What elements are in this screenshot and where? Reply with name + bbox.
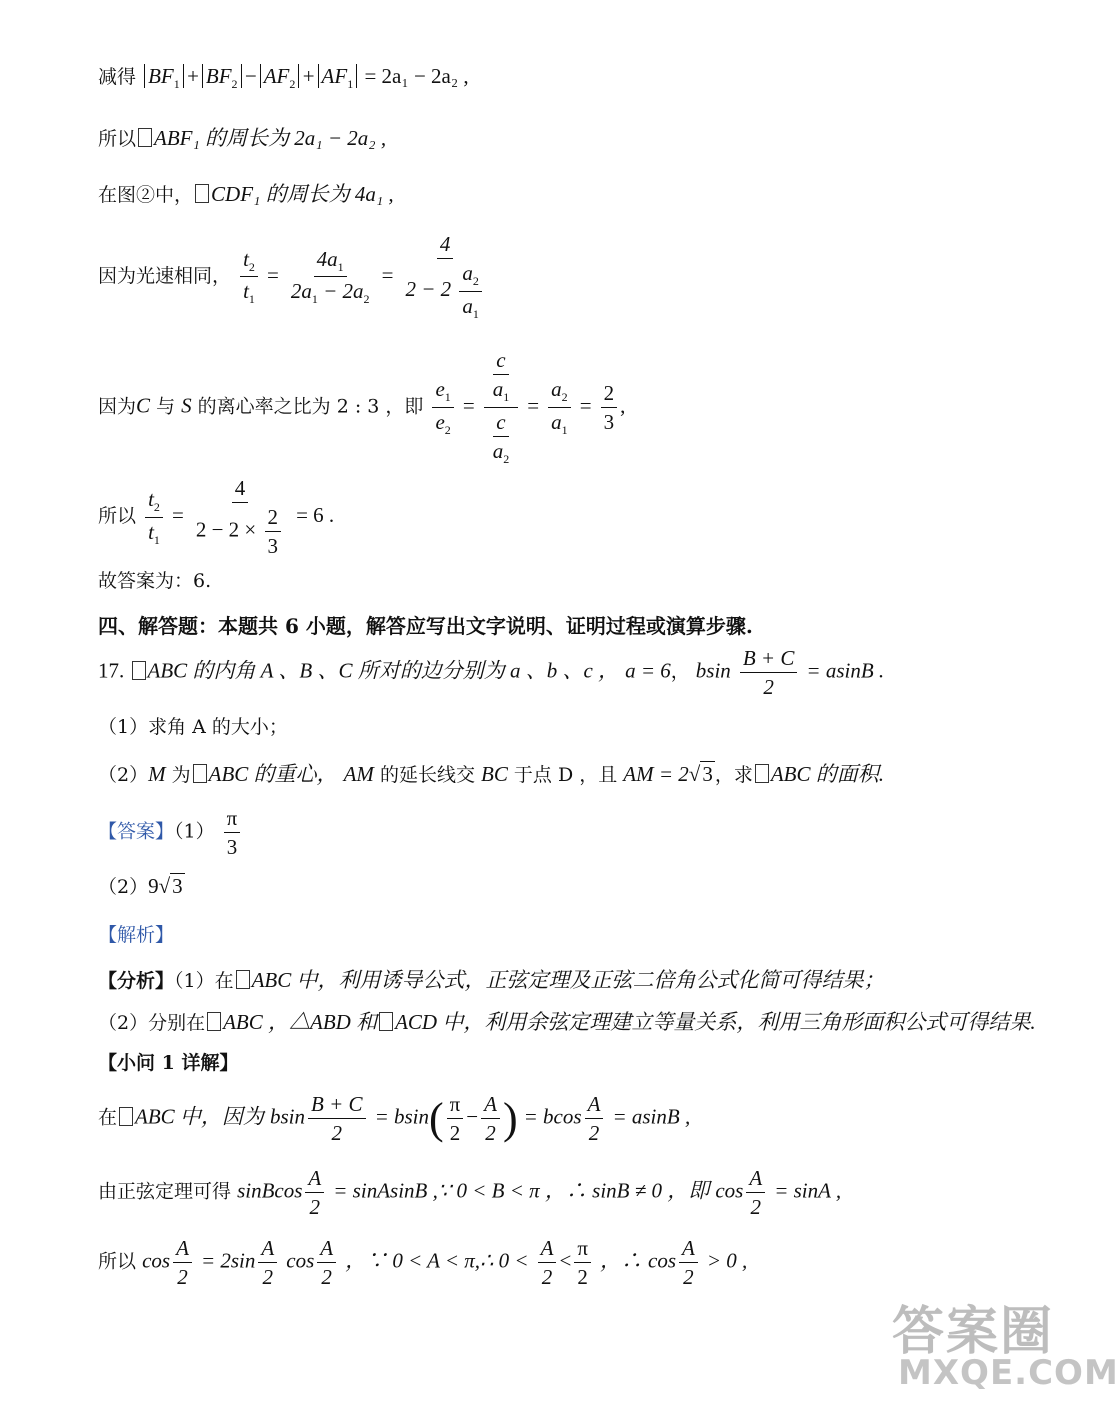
frac-4-over: 4 2 − 2 $\frac{a_2}{a_1}$: [402, 232, 487, 322]
section-heading: 四、解答题：本题共 6 小题，解答应写出文字说明、证明过程或演算步骤.: [98, 614, 753, 638]
watermark-logo: 答案圈 MXQE.COM: [892, 1302, 1119, 1393]
question-part-1: （1）求角 A 的大小；: [98, 716, 288, 738]
solution-step-2: 由正弦定理可得 sinBcos $\frac{A}{2}$ = sinAsinB ,∵ 0 < B < π ，∴ sinB ≠ 0 ，即 cos $\frac{A}{2}$ = sinA ,: [98, 1166, 842, 1220]
sub-question-1-heading: 【小问 1 详解】: [98, 1052, 239, 1074]
abs-expression: $BF_1 + BF_2 - AF_2 + AF_1$: [142, 64, 364, 88]
line-eccentricity: 因为C 与 S 的离心率之比为 2 : 3 ，即 $\frac{e_1}{e_2}$ = $\frac{\frac{c}{a_1}}{\frac{c}{a_2}}$ = $\frac{a_2}{a_1}$ = $\frac{2}{3}$ ,: [98, 348, 626, 467]
line-light-speed: 因为光速相同， $\frac{t_2}{t_1}$ = $\frac{4a_1}{2a_1 - 2a_2}$ = 4 2 − 2 $\frac{a_2}{a_1}$: [98, 232, 491, 322]
answer-line: 故答案为：6.: [98, 570, 212, 592]
fenxi-line-2: （2）分别在 ABC ，△ABD 和 ACD 中，利用余弦定理建立等量关系，利用三角形面积公式可得结果.: [98, 1010, 1036, 1034]
solution-step-3: 所以 cos $\frac{A}{2}$ = 2sin $\frac{A}{2}$ cos $\frac{A}{2}$ ，∵ 0 < A < π,∴ 0 < $\frac{A}{2}$ < $\frac{\pi}{2}$ ，∴ cos $\frac{A}{2}$ > 0 ,: [98, 1236, 748, 1290]
frac-t2-t1: $\frac{t_2}{t_1}$: [240, 247, 258, 308]
frac-compound: $\frac{\frac{c}{a_1}}{\frac{c}{a_2}}$: [484, 348, 519, 467]
answer-block: 【答案】（1） $\frac{\pi}{3}$: [98, 806, 243, 859]
frac-4a1: $\frac{4a_1}{2a_1 - 2a_2}$: [290, 246, 370, 307]
answer-part-2: （2）9√3: [98, 874, 183, 898]
question-part-2: （2）M 为 ABC 的重心， AM 的延长线交 BC 于点 D ，且 AM = 2√3 ，求 ABC 的面积.: [98, 762, 884, 786]
question-17: 17. ABC 的内角 A 、B 、C 所对的边分别为 a 、b 、c ， a = 6， bsin $\frac{B + C}{2}$ = asinB .: [98, 646, 885, 700]
line-perimeter-sum: 减得 $BF_1 + BF_2 - AF_2 + AF_1 = 2a_1 - 2a_2$ ,: [98, 64, 469, 91]
answer-tag: 【答案】: [98, 820, 175, 843]
frac-2-3: $\frac{2}{3}$: [601, 381, 618, 434]
frac-e1-e2: $\frac{e_1}{e_2}$: [432, 377, 453, 438]
triangle-glyph-box: [195, 184, 209, 203]
triangle-glyph-box: [138, 128, 152, 147]
line-cdf-perimeter: 在图②中， CDF₁ 的周长为 4a₁ ,: [98, 182, 394, 206]
line-result-6: 所以 $\frac{t_2}{t_1}$ = 4 2 − 2 × $\frac{2}{3}$ = 6 .: [98, 476, 335, 559]
analysis-tag: 【解析】: [98, 924, 175, 946]
fenxi-line-1: 【分析】（1）在 ABC 中，利用诱导公式，正弦定理及正弦二倍角公式化简可得结果；: [98, 968, 885, 992]
solution-step-1: 在 ABC 中，因为 bsin $\frac{B + C}{2}$ = bsin( $\frac{\pi}{2}$ − $\frac{A}{2}$ ) = bcos $\frac{A}{2}$ = asinB ,: [98, 1092, 691, 1146]
frac-a2-a1: $\frac{a_2}{a_1}$: [548, 377, 571, 438]
line-abf-perimeter: 所以 ABF₁ 的周长为 2a₁ − 2a₂ ,: [98, 126, 387, 150]
